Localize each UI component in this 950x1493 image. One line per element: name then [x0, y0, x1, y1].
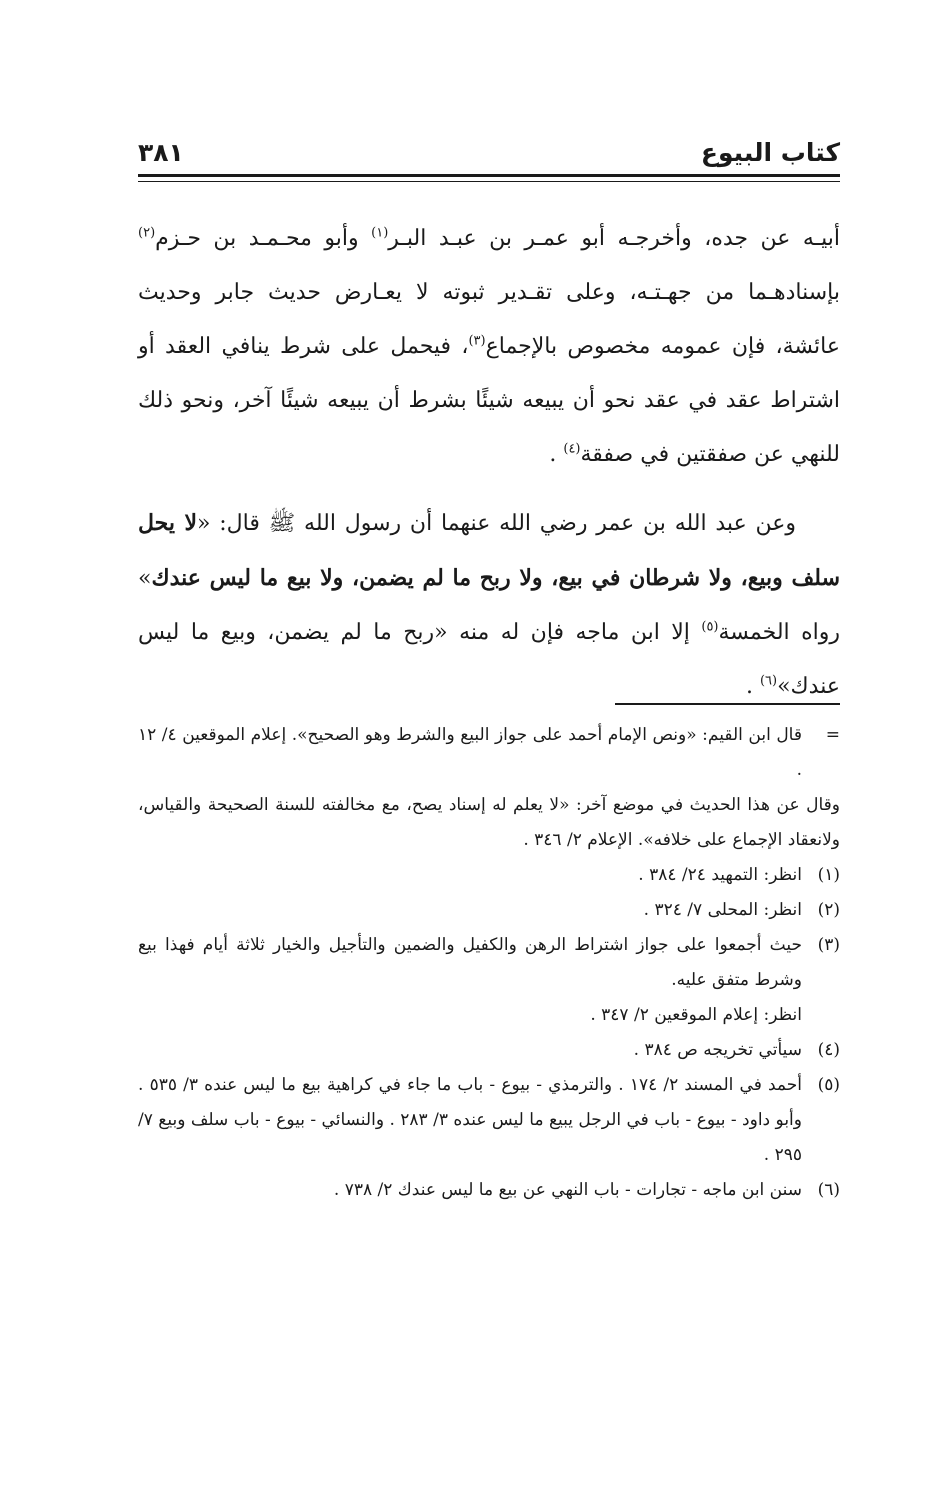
page-number: ٣٨١: [138, 138, 184, 167]
footnote-text: حيث أجمعوا على جواز اشتراط الرهن والكفيل والضمين والتأجيل والخيار ثلاثة أيام فهذا بيع وشرط متفق عليه.: [138, 935, 802, 990]
footnote-text-2: انظر: إعلام الموقعين ٢/ ٣٤٧ .: [590, 1005, 802, 1025]
footnote-text: قال ابن القيم: «ونص الإمام أحمد على جواز البيع والشرط وهو الصحيح». إعلام الموقعين ٤/ ١٢ .: [138, 725, 802, 780]
footnote-text: سنن ابن ماجه - تجارات - باب النهي عن بيع ما ليس عندك ٢/ ٧٣٨ .: [333, 1180, 802, 1200]
running-header: [138, 136, 840, 176]
footnote-ref-2: (٢): [138, 225, 156, 241]
book-page: [138, 0, 840, 1493]
text-segment: .: [745, 674, 760, 699]
footnote-marker: (٣): [817, 935, 840, 955]
footnote-continuation: [138, 718, 840, 788]
chapter-title: كتاب البيوع: [700, 138, 840, 167]
footnote-text: انظر: التمهيد ٢٤/ ٣٨٤ .: [638, 865, 802, 885]
footnote-separator: [615, 703, 840, 705]
footnote-marker: (٦): [817, 1180, 840, 1200]
paragraph-2: [138, 496, 840, 714]
footnote-6: [138, 1173, 840, 1208]
footnote-ref-3: (٣): [468, 333, 486, 349]
footnote-marker: (٥): [817, 1075, 840, 1095]
footnote-1: [138, 858, 840, 893]
footnote-ref-1: (١): [371, 225, 389, 241]
text-segment: إلا ابن ماجه فإن له منه «ربح ما لم يضمن، وبيع ما ليس عندك»: [138, 620, 840, 699]
text-segment: بإسنادهـما من جهـتـه، وعلى تقـدير ثبوته لا يعـارض حديث جابر وحديث عائشة، فإن عمومه مخصوص بالإجماع: [138, 280, 840, 359]
footnote-marker: (٢): [817, 900, 840, 920]
footnotes: [138, 718, 840, 1208]
text-segment: أبيـه عن جده، وأخرجـه أبو عمـر بن عبـد البـر: [388, 226, 840, 251]
hadith-text: لا يحل سلف وبيع، ولا شرطان في بيع، ولا ربح ما لم يضمن، ولا بيع ما ليس عندك: [138, 510, 840, 591]
footnote-text: أحمد في المسند ٢/ ١٧٤ . والترمذي - بيوع - باب ما جاء في كراهية بيع ما ليس عنده ٣/ ٥٣٥ . وأبو داود - بيوع - باب في الرجل يبيع ما ليس عنده ٣/ ٢٨٣ . والنسائي - بيوع - باب سلف وبيع ٧/ ٢٩٥ .: [138, 1075, 802, 1165]
main-text: [138, 212, 840, 714]
footnote-ref-4: (٤): [563, 441, 581, 457]
text-segment: وأبو محـمـد بن حـزم: [155, 226, 372, 251]
paragraph-1: [138, 212, 840, 482]
footnote-2: [138, 893, 840, 928]
footnote-marker: (٤): [817, 1040, 840, 1060]
footnote-3: [138, 928, 840, 1033]
text-segment: .: [549, 442, 564, 467]
header-rule-thick: [138, 174, 840, 177]
footnote-4: [138, 1033, 840, 1068]
text-segment: ، فيحمل على شرط ينافي العقد أو اشتراط عقد في عقد نحو أن يبيعه شيئًا بشرط أن يبيعه شيئًا آخر، ونحو ذلك للنهي عن صفقتين في صفقة: [138, 334, 840, 467]
footnote-5: [138, 1068, 840, 1173]
footnote-text: سيأتي تخريجه ص ٣٨٤ .: [633, 1040, 802, 1060]
footnote-marker: (١): [817, 865, 840, 885]
footnote-ref-6: (٦): [759, 673, 778, 689]
footnote-continuation-para: وقال عن هذا الحديث في موضع آخر: «لا يعلم له إسناد يصح، مع مخالفته للسنة الصحيحة والقياس، ولانعقاد الإجماع على خلافه». الإعلام ٢/ ٣٤٦ .: [138, 795, 840, 850]
footnote-text: انظر: المحلى ٧/ ٣٢٤ .: [643, 900, 802, 920]
text-segment: » رواه الخمسة: [138, 566, 840, 645]
text-segment: وعن عبد الله بن عمر رضي الله عنهما أن رسول الله ﷺ قال: «: [197, 511, 796, 536]
header-rule-thin: [138, 181, 840, 182]
continuation-marker: =: [825, 725, 840, 745]
footnote-ref-5: (٥): [701, 619, 719, 635]
